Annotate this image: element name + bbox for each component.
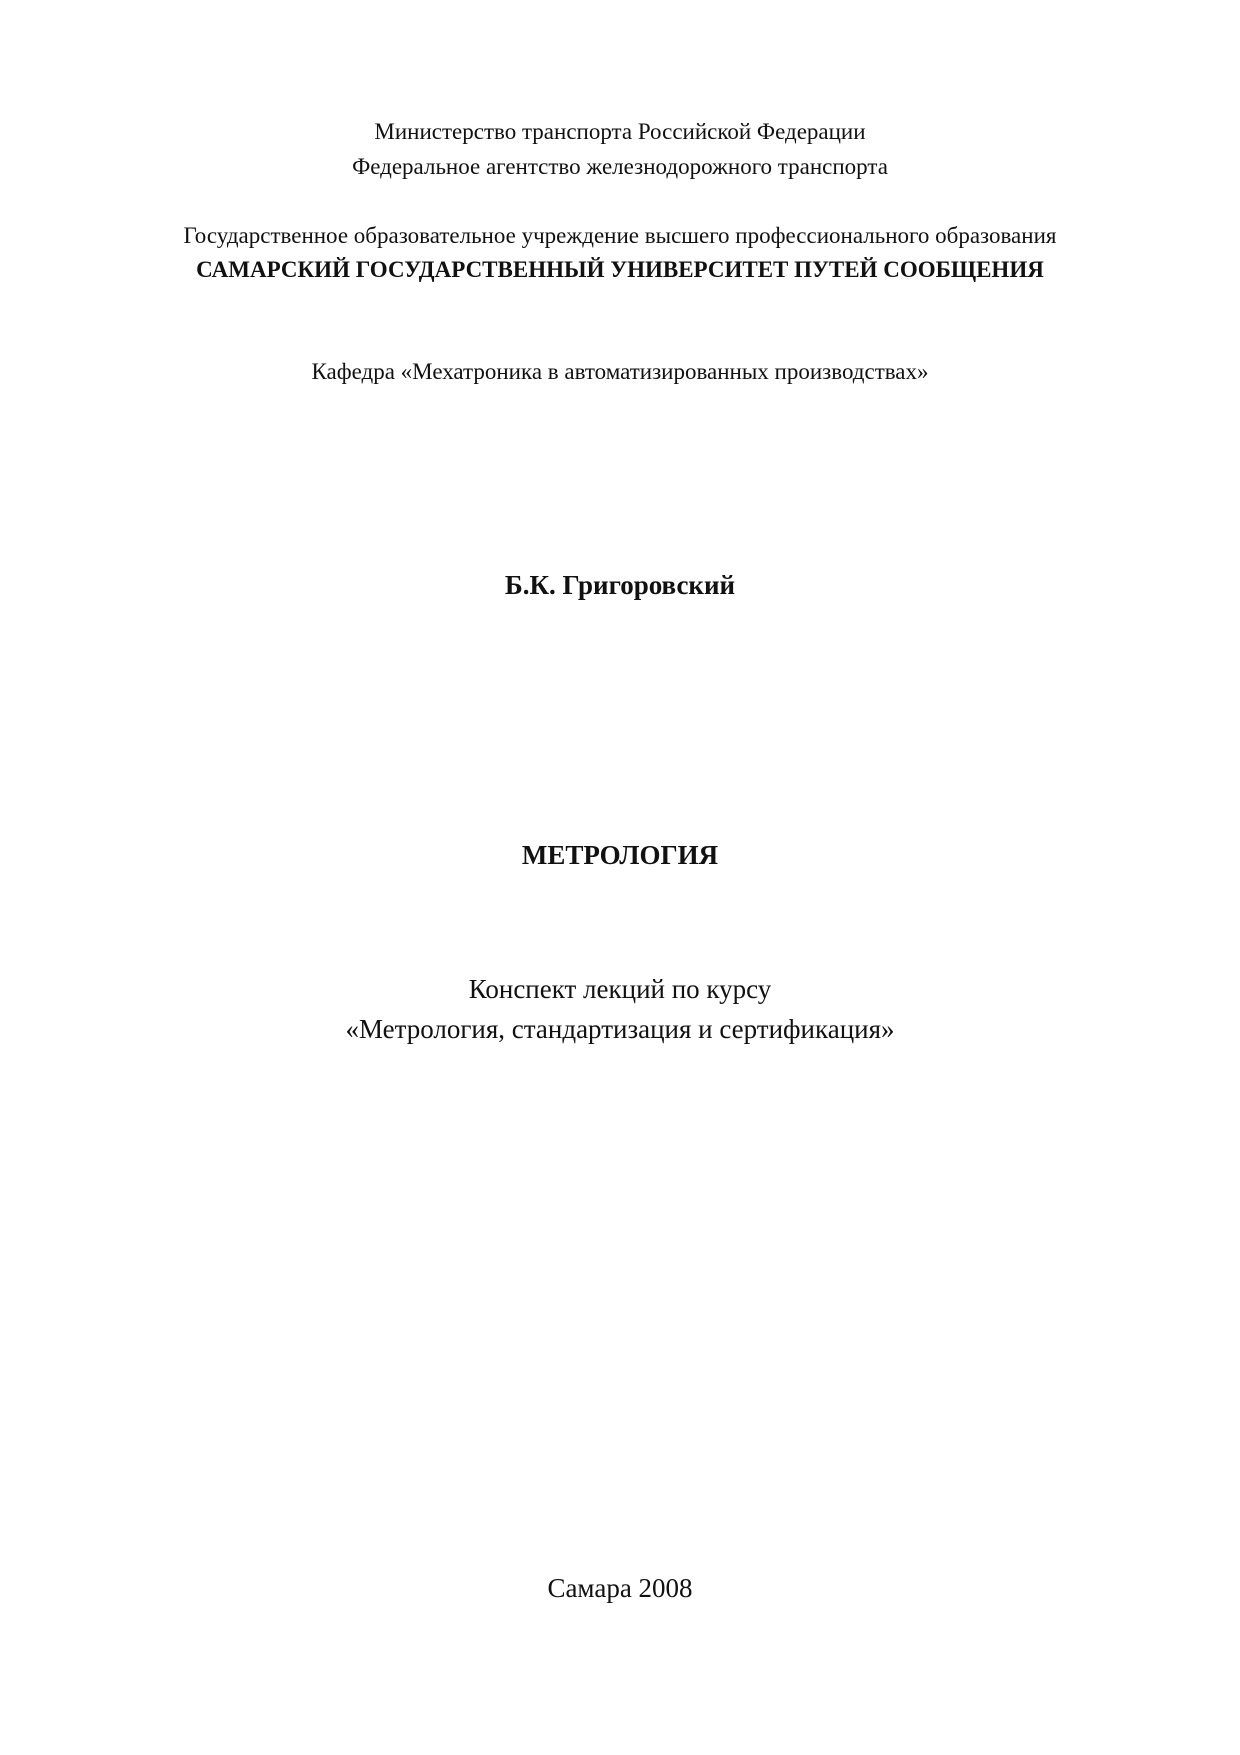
author-name: Б.К. Григоровский bbox=[504, 570, 736, 600]
institution-type-line: Государственное образовательное учреждение высшего профессионального образования bbox=[183, 223, 1057, 248]
subtitle-line-2: «Метрология, стандартизация и сертификация» bbox=[345, 1014, 895, 1044]
university-name: САМАРСКИЙ ГОСУДАРСТВЕННЫЙ УНИВЕРСИТЕТ ПУТЕЙ СООБЩЕНИЯ bbox=[196, 257, 1044, 282]
department-line: Кафедра «Мехатроника в автоматизированных производствах» bbox=[311, 359, 929, 384]
subtitle-line-1: Конспект лекций по курсу bbox=[468, 974, 772, 1004]
agency-line: Федеральное агентство железнодорожного транспорта bbox=[352, 154, 888, 179]
ministry-line: Министерство транспорта Российской Федерации bbox=[374, 119, 866, 144]
place-year: Самара 2008 bbox=[547, 1573, 693, 1603]
document-title: МЕТРОЛОГИЯ bbox=[521, 840, 719, 870]
